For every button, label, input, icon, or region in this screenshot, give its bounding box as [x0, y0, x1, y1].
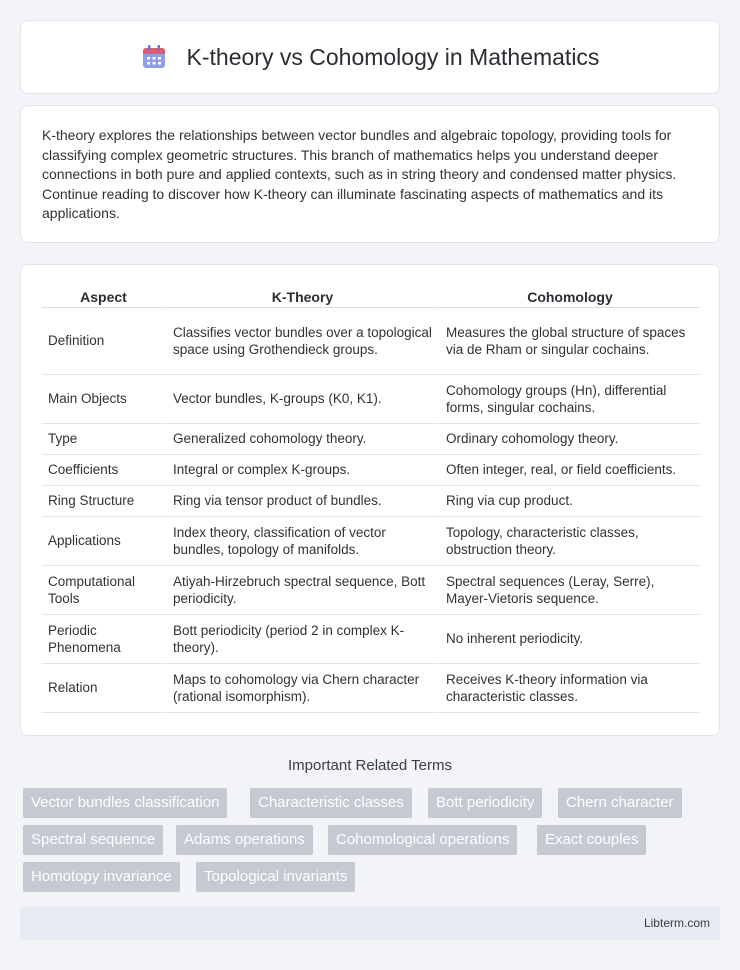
row-aspect: Ring Structure — [42, 486, 165, 517]
table-row — [42, 455, 700, 486]
tag-adams-operations[interactable]: Adams operations — [176, 825, 313, 855]
row-k-theory: Classifies vector bundles over a topological space using Grothendieck groups. — [165, 308, 438, 375]
comparison-table — [42, 285, 700, 713]
row-cohomology: Cohomology groups (Hn), differential forms, singular cochains. — [438, 375, 700, 424]
row-aspect: Relation — [42, 664, 165, 713]
tag-bott-periodicity[interactable]: Bott periodicity — [428, 788, 542, 818]
footer-site-link[interactable]: Libterm.com — [643, 916, 710, 930]
tag-characteristic-classes[interactable]: Characteristic classes — [250, 788, 412, 818]
header-card — [20, 20, 720, 94]
row-k-theory: Generalized cohomology theory. — [165, 424, 438, 455]
row-k-theory: Ring via tensor product of bundles. — [165, 486, 438, 517]
row-cohomology: Measures the global structure of spaces via de Rham or singular cochains. — [438, 308, 700, 375]
related-terms-title: Important Related Terms — [288, 757, 452, 774]
table-row — [42, 615, 700, 664]
row-aspect: Definition — [42, 308, 165, 375]
row-cohomology: No inherent periodicity. — [438, 615, 700, 664]
row-k-theory: Integral or complex K-groups. — [165, 455, 438, 486]
row-k-theory: Maps to cohomology via Chern character (rational isomorphism). — [165, 664, 438, 713]
row-k-theory: Bott periodicity (period 2 in complex K-theory). — [165, 615, 438, 664]
footer — [20, 906, 720, 940]
row-cohomology: Ring via cup product. — [438, 486, 700, 517]
calendar-icon — [141, 44, 167, 70]
intro-card — [20, 105, 720, 243]
tag-chern-character[interactable]: Chern character — [558, 788, 682, 818]
table-row — [42, 664, 700, 713]
tag-cohomological-operations[interactable]: Cohomological operations — [328, 825, 517, 855]
row-cohomology: Topology, characteristic classes, obstruction theory. — [438, 517, 700, 566]
table-row — [42, 424, 700, 455]
table-row — [42, 375, 700, 424]
row-k-theory: Index theory, classification of vector bundles, topology of manifolds. — [165, 517, 438, 566]
tag-topological-invariants[interactable]: Topological invariants — [196, 862, 355, 892]
row-cohomology: Spectral sequences (Leray, Serre), Mayer-Vietoris sequence. — [438, 566, 700, 615]
row-aspect: Computational Tools — [42, 566, 165, 615]
intro-paragraph: K-theory explores the relationships between vector bundles and algebraic topology, providing tools for classifying complex geometric structures. This branch of mathematics helps you understand deeper connections in both pure and applied contexts, such as in string theory and condensed matter physics. Continue reading to discover how K-theory can illuminate fascinating aspects of mathematics and its applications. — [42, 127, 677, 222]
tag-vector-bundles-classification[interactable]: Vector bundles classification — [23, 788, 227, 818]
tag-exact-couples[interactable]: Exact couples — [537, 825, 646, 855]
row-cohomology: Receives K-theory information via characteristic classes. — [438, 664, 700, 713]
header-k-theory: K-Theory — [165, 285, 438, 308]
row-aspect: Coefficients — [42, 455, 165, 486]
row-aspect: Main Objects — [42, 375, 165, 424]
table-row — [42, 486, 700, 517]
row-cohomology: Often integer, real, or field coefficients. — [438, 455, 700, 486]
header-cohomology: Cohomology — [438, 285, 700, 308]
tag-spectral-sequence[interactable]: Spectral sequence — [23, 825, 163, 855]
row-k-theory: Vector bundles, K-groups (K0, K1). — [165, 375, 438, 424]
table-header-row — [42, 285, 700, 308]
header-aspect: Aspect — [42, 285, 165, 308]
tag-homotopy-invariance[interactable]: Homotopy invariance — [23, 862, 180, 892]
row-cohomology: Ordinary cohomology theory. — [438, 424, 700, 455]
row-aspect: Periodic Phenomena — [42, 615, 165, 664]
table-row — [42, 517, 700, 566]
table-row — [42, 566, 700, 615]
row-k-theory: Atiyah-Hirzebruch spectral sequence, Bott periodicity. — [165, 566, 438, 615]
row-aspect: Applications — [42, 517, 165, 566]
table-row — [42, 308, 700, 375]
page-title: K-theory vs Cohomology in Mathematics — [186, 43, 600, 70]
row-aspect: Type — [42, 424, 165, 455]
comparison-table-card — [20, 264, 720, 736]
